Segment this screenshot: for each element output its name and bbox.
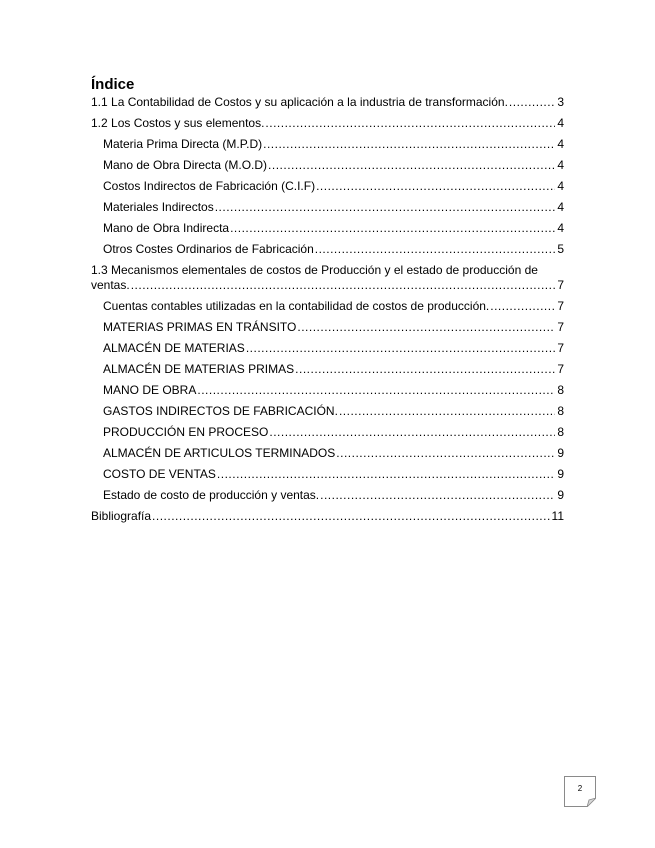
dot-leader <box>265 116 555 130</box>
toc-entry-page: 5 <box>557 242 564 256</box>
dot-leader <box>197 383 555 397</box>
toc-entry-label: Mano de Obra Indirecta <box>103 221 230 235</box>
toc-entry[interactable] <box>91 509 564 523</box>
dot-leader <box>509 95 555 109</box>
toc-entry-page: 4 <box>557 221 564 235</box>
toc-entry-label: 1.1 La Contabilidad de Costos y su aplicación a la industria de transformación. <box>91 95 508 109</box>
page-number: 2 <box>577 784 583 793</box>
toc-entry-label: Bibliografía <box>91 509 152 523</box>
toc-entry[interactable] <box>91 320 564 334</box>
toc-entry-continuation <box>91 278 564 292</box>
dot-leader <box>268 158 555 172</box>
toc-entry-page: 7 <box>557 278 564 292</box>
table-of-contents <box>91 75 564 530</box>
toc-entry[interactable] <box>91 404 564 418</box>
dot-leader <box>297 320 555 334</box>
toc-entry-page: 4 <box>557 200 564 214</box>
dot-leader <box>320 488 555 502</box>
toc-entry[interactable] <box>91 446 564 460</box>
dot-leader <box>215 200 556 214</box>
toc-entry-page: 7 <box>557 362 564 376</box>
toc-entry-page: 11 <box>551 509 564 523</box>
toc-entry-label: Costos Indirectos de Fabricación (C.I.F) <box>103 179 316 193</box>
toc-entry[interactable] <box>91 221 564 235</box>
toc-entry[interactable] <box>91 95 564 109</box>
toc-entry-page: 9 <box>557 467 564 481</box>
toc-entry-label: MANO DE OBRA <box>103 383 197 397</box>
toc-entries <box>91 95 564 523</box>
toc-entry-label: ALMACÉN DE ARTICULOS TERMINADOS <box>103 446 336 460</box>
toc-entry-label: PRODUCCIÓN EN PROCESO <box>103 425 269 439</box>
toc-entry-label: Materiales Indirectos <box>103 200 214 214</box>
toc-entry-page: 9 <box>557 446 564 460</box>
toc-entry-label: MATERIAS PRIMAS EN TRÁNSITO <box>103 320 297 334</box>
toc-entry[interactable] <box>91 341 564 355</box>
toc-entry-page: 7 <box>557 341 564 355</box>
toc-entry-page: 7 <box>557 299 564 313</box>
toc-entry-label: ALMACÉN DE MATERIAS <box>103 341 245 355</box>
toc-entry[interactable] <box>91 425 564 439</box>
toc-entry[interactable] <box>91 488 564 502</box>
dot-leader <box>230 221 555 235</box>
toc-entry-label: 1.3 Mecanismos elementales de costos de Producción y el estado de producción de <box>91 263 538 277</box>
toc-entry-label: Estado de costo de producción y ventas. <box>103 488 320 502</box>
toc-entry[interactable] <box>91 467 564 481</box>
dot-leader <box>152 509 549 523</box>
toc-entry[interactable] <box>91 158 564 172</box>
toc-entry-label: Otros Costes Ordinarios de Fabricación <box>103 242 314 256</box>
toc-entry-page: 4 <box>557 116 564 130</box>
toc-entry-page: 4 <box>557 179 564 193</box>
dot-leader <box>336 446 555 460</box>
dot-leader <box>131 278 556 292</box>
toc-entry[interactable] <box>91 263 564 292</box>
dot-leader <box>263 137 555 151</box>
toc-entry-label: Materia Prima Directa (M.P.D) <box>103 137 263 151</box>
toc-entry[interactable] <box>91 383 564 397</box>
toc-entry-page: 3 <box>557 95 564 109</box>
toc-entry[interactable] <box>91 137 564 151</box>
toc-entry-page: 9 <box>557 488 564 502</box>
toc-entry[interactable] <box>91 200 564 214</box>
dot-leader <box>490 299 555 313</box>
toc-entry[interactable] <box>91 299 564 313</box>
toc-entry-label: Mano de Obra Directa (M.O.D) <box>103 158 268 172</box>
toc-entry-label: COSTO DE VENTAS <box>103 467 216 481</box>
toc-entry-page: 8 <box>557 425 564 439</box>
toc-entry-label: Cuentas contables utilizadas en la contabilidad de costos de producción. <box>103 299 490 313</box>
toc-entry-label-continued: ventas. <box>91 278 130 292</box>
toc-entry-page: 8 <box>557 383 564 397</box>
toc-entry-label: GASTOS INDIRECTOS DE FABRICACIÓN. <box>103 404 338 418</box>
page-number-box <box>564 776 596 807</box>
dot-leader <box>246 341 556 355</box>
toc-entry-page: 4 <box>557 158 564 172</box>
dot-leader <box>269 425 555 439</box>
dot-leader <box>295 362 555 376</box>
dot-leader <box>217 467 555 481</box>
toc-entry[interactable] <box>91 116 564 130</box>
toc-entry[interactable] <box>91 242 564 256</box>
dot-leader <box>316 179 555 193</box>
toc-entry-page: 7 <box>557 320 564 334</box>
toc-entry[interactable] <box>91 179 564 193</box>
toc-title: Índice <box>91 76 135 93</box>
page-curl-icon <box>587 798 596 807</box>
dot-leader <box>339 404 555 418</box>
toc-entry-page: 4 <box>557 137 564 151</box>
toc-entry[interactable] <box>91 362 564 376</box>
toc-entry-label: 1.2 Los Costos y sus elementos. <box>91 116 265 130</box>
dot-leader <box>315 242 556 256</box>
toc-entry-label: ALMACÉN DE MATERIAS PRIMAS <box>103 362 295 376</box>
toc-entry-page: 8 <box>557 404 564 418</box>
